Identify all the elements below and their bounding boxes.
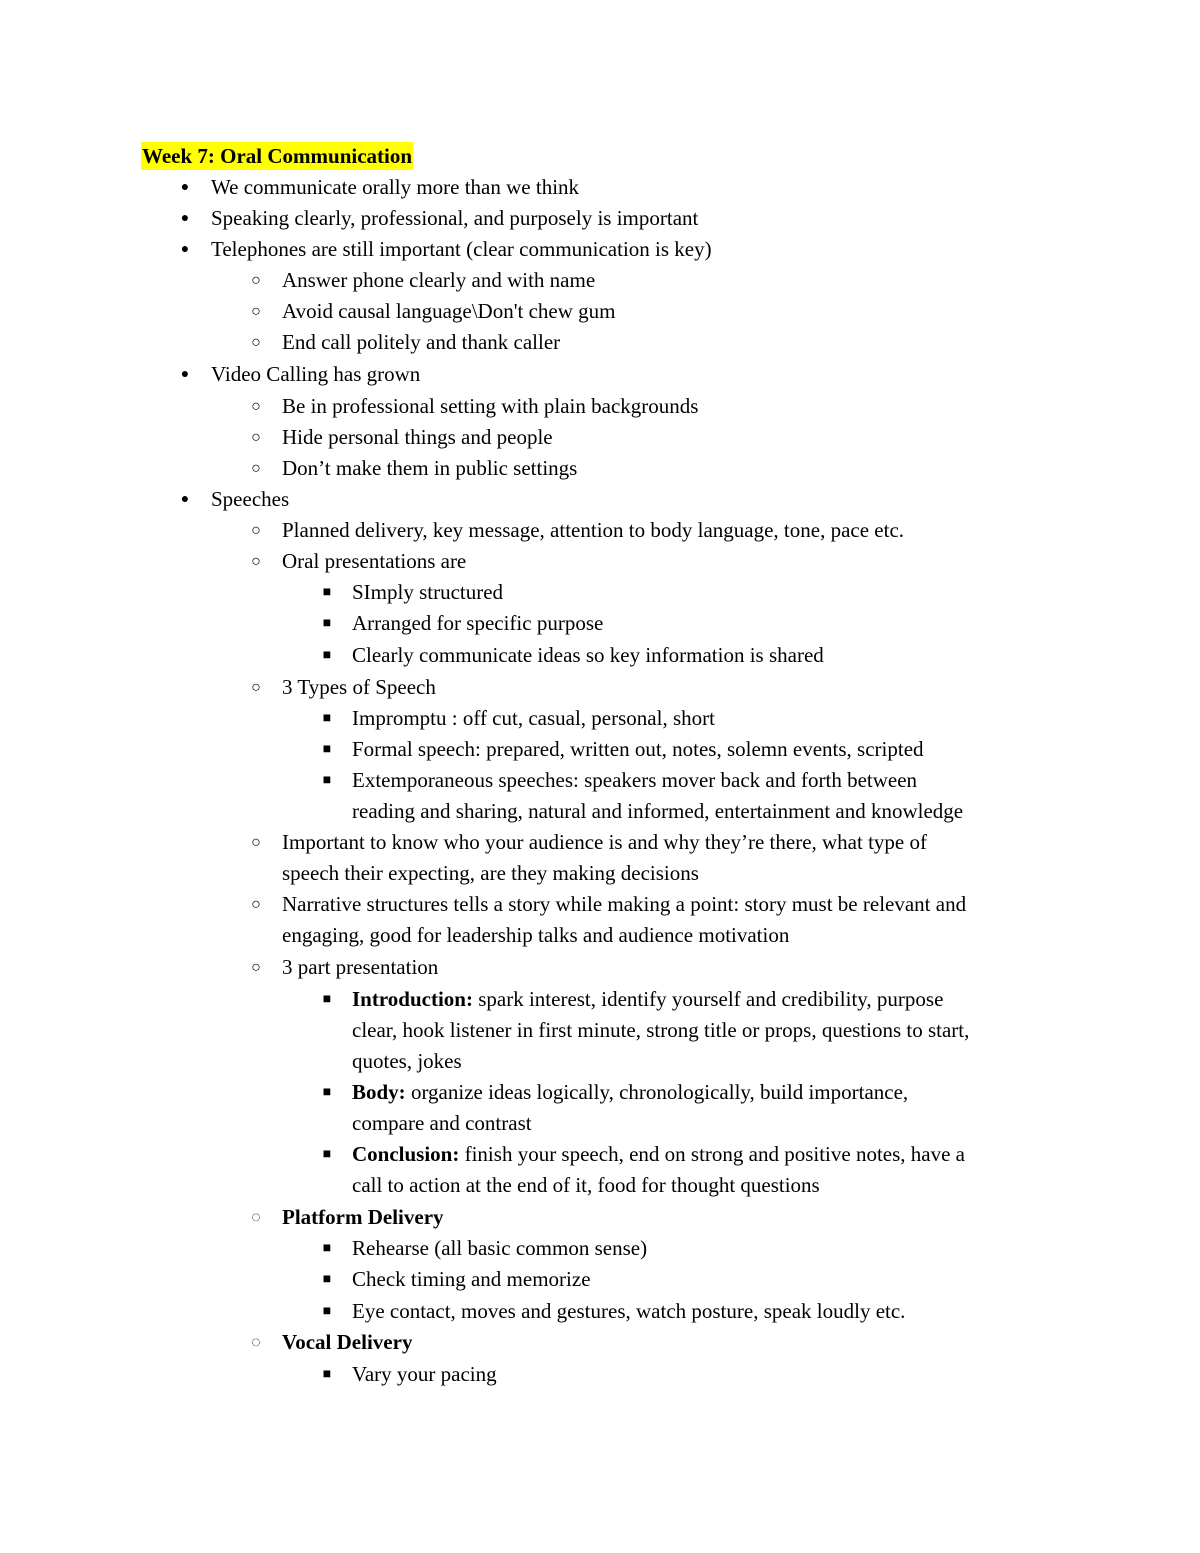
bullet-icon: ● [180, 367, 190, 382]
square-bullet-icon: ■ [322, 711, 332, 726]
square-bullet-icon: ■ [322, 1304, 332, 1319]
square-bullet-icon: ■ [322, 1085, 332, 1100]
circle-bullet-icon: ○ [251, 896, 261, 913]
circle-bullet-icon: ○ [251, 429, 261, 446]
square-bullet-icon: ■ [322, 992, 332, 1007]
square-bullet-icon: ■ [322, 742, 332, 757]
circle-bullet-icon: ○ [251, 303, 261, 320]
circle-bullet-icon: ○ [251, 334, 261, 351]
circle-bullet-icon: ○ [251, 834, 261, 851]
square-bullet-icon: ■ [322, 1241, 332, 1256]
bullet-icon: ● [180, 211, 190, 226]
bullet-icon: ● [180, 492, 190, 507]
dotted-circle-bullet-icon: ◌ [251, 1334, 261, 1351]
dotted-circle-bullet-icon: ◌ [251, 1209, 261, 1226]
square-bullet-icon: ■ [322, 1367, 332, 1382]
square-bullet-icon: ■ [322, 616, 332, 631]
circle-bullet-icon: ○ [251, 272, 261, 289]
square-bullet-icon: ■ [322, 585, 332, 600]
square-bullet-icon: ■ [322, 1147, 332, 1162]
circle-bullet-icon: ○ [251, 959, 261, 976]
square-bullet-icon: ■ [322, 648, 332, 663]
square-bullet-icon: ■ [322, 773, 332, 788]
circle-bullet-icon: ○ [251, 679, 261, 696]
bullet-icon: ● [180, 242, 190, 257]
square-bullet-icon: ■ [322, 1272, 332, 1287]
bullet-icon: ● [180, 180, 190, 195]
circle-bullet-icon: ○ [251, 522, 261, 539]
circle-bullet-icon: ○ [251, 553, 261, 570]
page-title: Week 7: Oral Communication [142, 144, 413, 168]
document-page: Week 7: Oral Communication ● We communicate orally more than we think ● Speaking clearly, professional, and purposely is important ● Telephones are still important (clear communication is key) ○ Answer phone clearly and with name ○ Avoid causal language\Don't chew gum ○ End call politely and thank caller ● Video Calling has grown ○ Be in professional setting with plain backgrounds ○ Hide personal things and people ○ Don’t make them in public settings ● Speeches ○ Planned delivery, key message, attention to body language, tone, pace etc. ○ Oral presentations are ■ SImply structured ■ Arranged for specific purpose ■ Clearly communicate ideas so key information is shared ○ 3 Types of Speech ■ Impromptu : off cut, casual, personal, short ■ Formal speech: prepared, written out, notes, solemn events, scripted ■ Extemporaneous speeches: speakers mover back and forth between reading and sharing, natural and informed, entertainment and knowledge ○ Important to know who your audience is and why they’re there, what type of speech their expecting, are they making decisions ○ Narrative structures tells a story while making a point: story must be relevant and engaging, good for leadership talks and audience motivation ○ 3 part presentation ■ Introduction: spark interest, identify yourself and credibility, purpose clear, hook listener in first minute, strong title or props, questions to start, quotes, jokes ■ Body: organize ideas logically, chronologically, build importance, compare and contrast ■ Conclusion: finish your speech, end on strong and positive notes, have a call to action at the end of it, food for thought questions ◌ Platform Delivery ■ Rehearse (all basic common sense) ■ Check timing and memorize ■ Eye contact, moves and gestures, watch posture, speak loudly etc. ◌ Vocal Delivery ■ Vary your pacing [0, 0, 1200, 1553]
circle-bullet-icon: ○ [251, 398, 261, 415]
circle-bullet-icon: ○ [251, 460, 261, 477]
